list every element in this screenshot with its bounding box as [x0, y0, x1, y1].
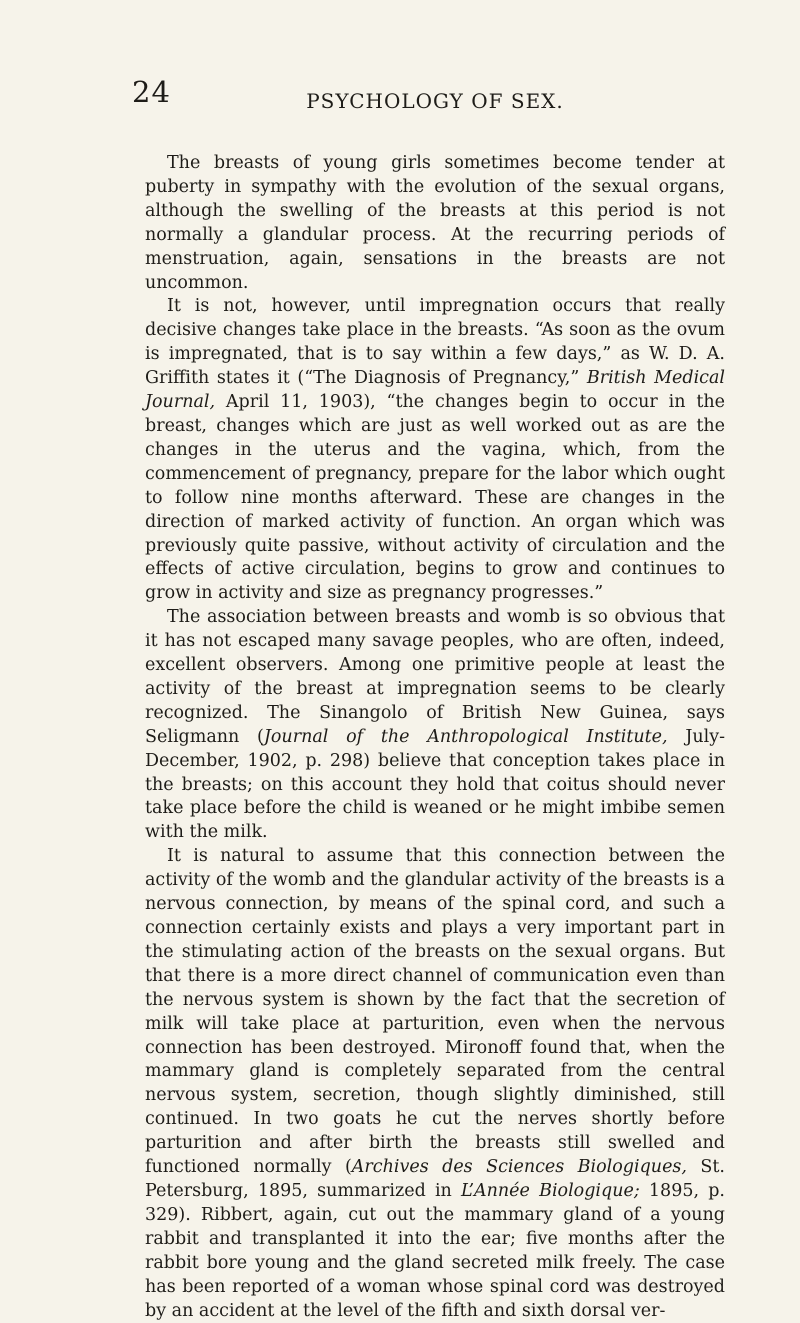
body-text [145, 152, 725, 1323]
journal-title: L’Année Biologique; [461, 1180, 640, 1201]
paragraph [145, 845, 725, 1323]
paragraph [145, 295, 725, 606]
paragraph-text: July-December, 1902, p. 298) believe that conception takes place in the breasts; on this account they hold that coitus should never take place before the child is weaned or he might imbibe semen with the milk. [145, 726, 726, 843]
paragraph-text: It is not, however, until impregnation occurs that really decisive changes take place in the breasts. “As soon as the ovum is impregnated, that is to say within a few days,” as W. D. A. Griffith states it (“The Diagnosis of Pregnancy,” [145, 296, 725, 389]
page-number: 24 [132, 75, 171, 109]
paragraph-text: The breasts of young girls sometimes become tender at puberty in sympathy with the evolution of the sexual organs, although the swelling of the breasts at this period is not normally a glandular process. At the recurring periods of menstruation, again, sensations in the breasts are not uncommon. [145, 153, 725, 293]
journal-title: Journal of the Anthropological Institute, [263, 726, 668, 747]
paragraph-text: The association between breasts and womb is so obvious that it has not escaped many savage peoples, who are often, indeed, excellent observers. Among one primitive people at least the activity of the breast at impregnation seems to be clearly recognized. The Sinangolo of British New Guinea, says Seligmann ( [145, 607, 725, 747]
journal-title: Archives des Sciences Biologiques, [351, 1157, 687, 1178]
paragraph [145, 606, 725, 845]
paragraph-text: It is natural to assume that this connection between the activity of the womb and the glandular activity of the breasts is a nervous connection, by means of the spinal cord, and such a connection certainly exists and plays a very important part in the stimulating action of the breasts on the sexual organs. But that there is a more direct channel of communication even than the nervous system is shown by the fact that the secretion of milk will take place at parturition, even when the nervous connection has been destroyed. Mironoff found that, when the mammary gland is completely separated from the central nervous system, secretion, though slightly diminished, still continued. In two goats he cut the nerves shortly before parturition and after birth the breasts still swelled and functioned normally ( [145, 846, 725, 1178]
paragraph [145, 152, 725, 295]
paragraph-text: St. Petersburg, 1895, summarized in [145, 1157, 725, 1201]
paragraph-text: 1895, p. 329). Ribbert, again, cut out the mammary gland of a young rabbit and transplanted it into the ear; five months after the rabbit bore young and the gland secreted milk freely. The case has been reported of a woman whose spinal cord was destroyed by an accident at the level of the fifth and sixth dorsal ver- [145, 1180, 725, 1321]
paragraph-text: April 11, 1903), “the changes begin to occur in the breast, changes which are just as well worked out as are the changes in the uterus and the vagina, which, from the commencement of pregnancy, prepare for the labor which ought to follow nine months afterward. These are changes in the direction of marked activity of function. An organ which was previously quite passive, without activity of circulation and the effects of active circulation, begins to grow and continues to grow in activity and size as pregnancy progresses.” [145, 392, 725, 604]
page-header [132, 75, 725, 120]
journal-title: British Medical Journal, [145, 368, 726, 413]
running-head: PSYCHOLOGY OF SEX. [306, 89, 564, 113]
